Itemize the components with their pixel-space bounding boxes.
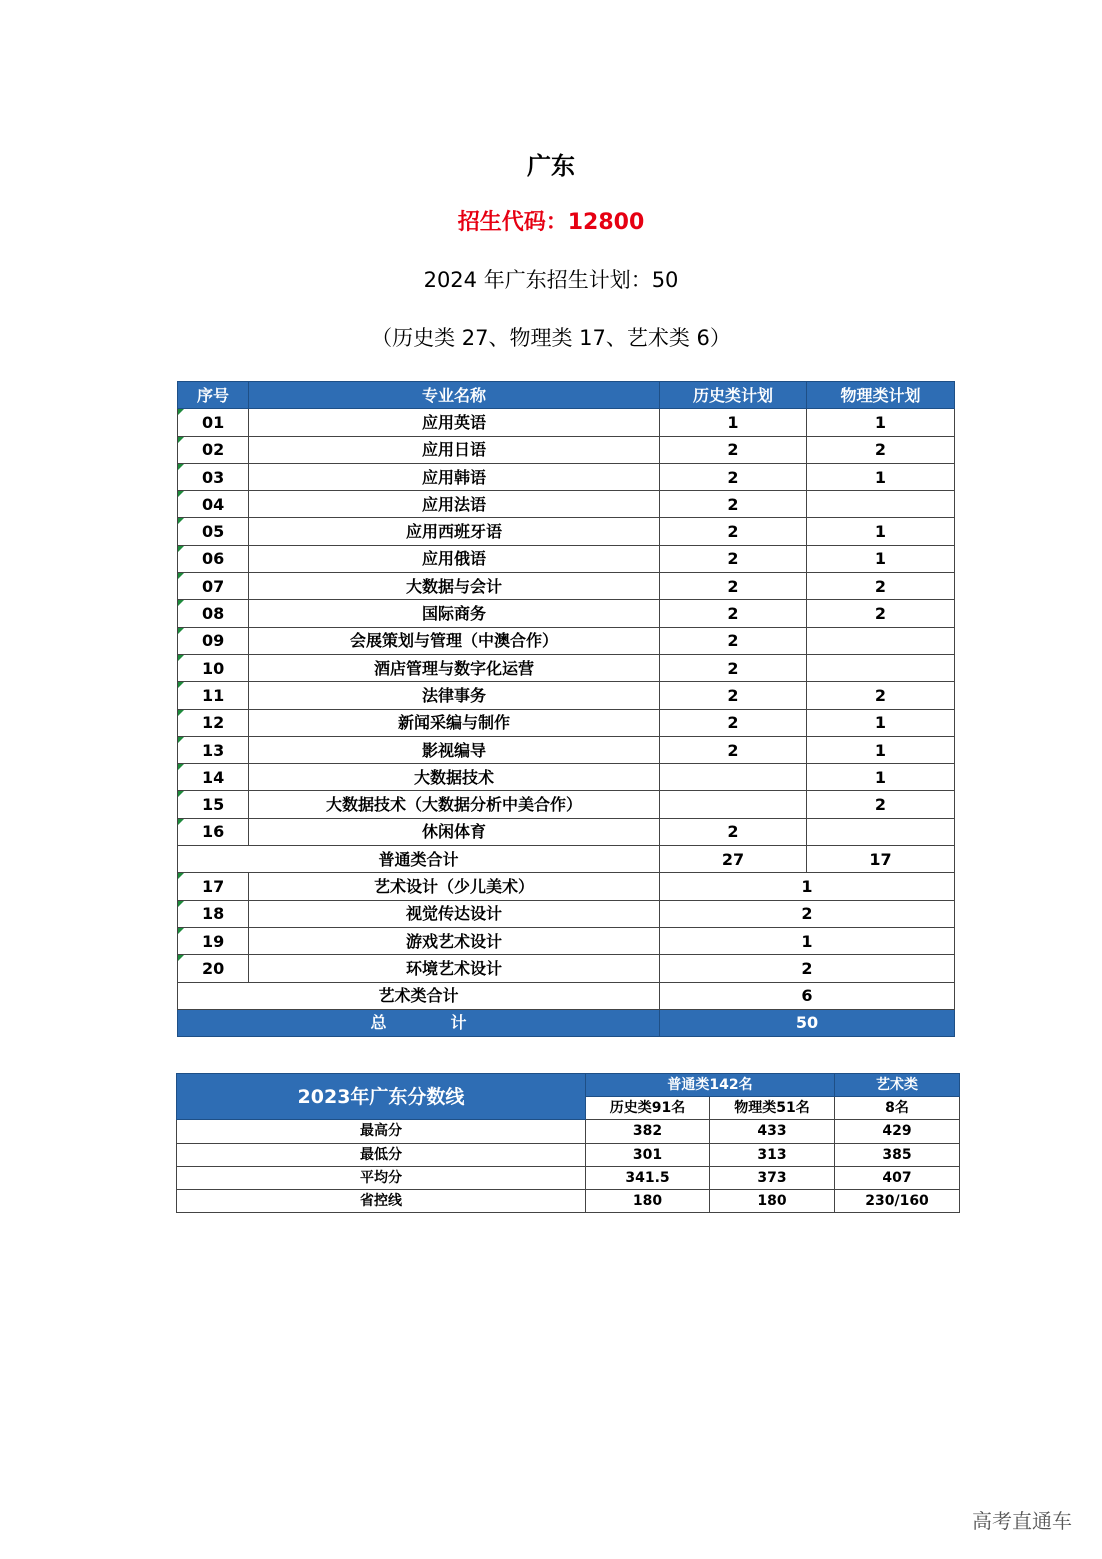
row-history-plan: 1 (660, 409, 807, 436)
table-row (178, 736, 955, 763)
row-history-plan: 2 (660, 818, 807, 845)
watermark: 高考直通车 (972, 1509, 1072, 1533)
score-art: 230/160 (835, 1189, 960, 1212)
row-major-name: 环境艺术设计 (249, 955, 660, 982)
row-seq: 09 (178, 627, 249, 654)
row-history-plan: 2 (660, 736, 807, 763)
row-art-plan: 1 (660, 873, 955, 900)
row-history-plan: 2 (660, 463, 807, 490)
row-seq: 04 (178, 491, 249, 518)
table-row (178, 627, 955, 654)
score-art: 407 (835, 1166, 960, 1189)
header-seq: 序号 (178, 382, 249, 409)
row-seq: 20 (178, 955, 249, 982)
sub-header-physics: 物理类51名 (710, 1097, 835, 1120)
plan-line: 2024 年广东招生计划：50 (423, 268, 679, 292)
table-row (178, 818, 955, 845)
row-seq: 06 (178, 545, 249, 572)
score-physics: 373 (710, 1166, 835, 1189)
row-major-name: 应用西班牙语 (249, 518, 660, 545)
row-seq: 07 (178, 573, 249, 600)
row-history-plan: 2 (660, 709, 807, 736)
row-physics-plan: 1 (807, 764, 955, 791)
row-major-name: 国际商务 (249, 600, 660, 627)
table-row (178, 436, 955, 463)
table-row (178, 600, 955, 627)
table-row (178, 409, 955, 436)
score-table-title: 2023年广东分数线 (177, 1074, 586, 1120)
row-major-name: 应用俄语 (249, 545, 660, 572)
row-major-name: 应用日语 (249, 436, 660, 463)
score-history: 341.5 (586, 1166, 710, 1189)
row-physics-plan (807, 654, 955, 681)
score-label: 省控线 (177, 1189, 586, 1212)
row-seq: 15 (178, 791, 249, 818)
row-seq: 18 (178, 900, 249, 927)
score-history: 301 (586, 1143, 710, 1166)
row-physics-plan: 2 (807, 791, 955, 818)
row-seq: 03 (178, 463, 249, 490)
row-physics-plan: 1 (807, 736, 955, 763)
row-seq: 14 (178, 764, 249, 791)
row-seq: 02 (178, 436, 249, 463)
row-seq: 08 (178, 600, 249, 627)
table-row (178, 955, 955, 982)
row-major-name: 应用英语 (249, 409, 660, 436)
row-major-name: 大数据技术（大数据分析中美合作） (249, 791, 660, 818)
row-physics-plan: 1 (807, 518, 955, 545)
row-history-plan: 2 (660, 682, 807, 709)
row-physics-plan: 1 (807, 545, 955, 572)
header-physics-plan: 物理类计划 (807, 382, 955, 409)
row-major-name: 新闻采编与制作 (249, 709, 660, 736)
row-seq: 12 (178, 709, 249, 736)
total-count: 50 (660, 1009, 955, 1036)
row-major-name: 应用法语 (249, 491, 660, 518)
total-row (178, 1009, 955, 1036)
row-art-plan: 2 (660, 955, 955, 982)
row-seq: 11 (178, 682, 249, 709)
table-row (178, 573, 955, 600)
row-seq: 13 (178, 736, 249, 763)
table-row (178, 518, 955, 545)
row-physics-plan: 1 (807, 409, 955, 436)
table-row (178, 463, 955, 490)
table-row (178, 491, 955, 518)
score-history: 382 (586, 1120, 710, 1143)
row-history-plan: 2 (660, 491, 807, 518)
general-subtotal-row (178, 846, 955, 873)
page-title: 广东 (527, 152, 575, 180)
art-header: 艺术类 (835, 1074, 960, 1097)
header-major: 专业名称 (249, 382, 660, 409)
row-physics-plan: 2 (807, 436, 955, 463)
table-row (178, 873, 955, 900)
general-header: 普通类142名 (586, 1074, 835, 1097)
row-history-plan: 2 (660, 436, 807, 463)
art-subtotal-label: 艺术类合计 (178, 982, 660, 1009)
general-subtotal-physics: 17 (807, 846, 955, 873)
row-history-plan: 2 (660, 518, 807, 545)
table-row (178, 764, 955, 791)
score-physics: 433 (710, 1120, 835, 1143)
table-row (177, 1120, 960, 1143)
table-row (177, 1143, 960, 1166)
sub-header-art: 8名 (835, 1097, 960, 1120)
table-row (178, 927, 955, 954)
row-major-name: 应用韩语 (249, 463, 660, 490)
row-major-name: 大数据技术 (249, 764, 660, 791)
art-subtotal-row (178, 982, 955, 1009)
art-subtotal-count: 6 (660, 982, 955, 1009)
score-line-table (176, 1073, 960, 1213)
row-art-plan: 2 (660, 900, 955, 927)
row-seq: 10 (178, 654, 249, 681)
row-art-plan: 1 (660, 927, 955, 954)
sub-header-history: 历史类91名 (586, 1097, 710, 1120)
row-physics-plan: 1 (807, 463, 955, 490)
row-physics-plan (807, 818, 955, 845)
row-seq: 05 (178, 518, 249, 545)
row-physics-plan: 1 (807, 709, 955, 736)
row-major-name: 艺术设计（少儿美术） (249, 873, 660, 900)
admission-code: 招生代码：12800 (457, 210, 645, 235)
score-label: 平均分 (177, 1166, 586, 1189)
table-row (177, 1189, 960, 1212)
table-row (177, 1166, 960, 1189)
score-history: 180 (586, 1189, 710, 1212)
row-history-plan: 2 (660, 627, 807, 654)
table-row (178, 682, 955, 709)
row-major-name: 影视编导 (249, 736, 660, 763)
general-subtotal-history: 27 (660, 846, 807, 873)
table-row (178, 709, 955, 736)
total-label: 总 计 (178, 1009, 660, 1036)
score-label: 最低分 (177, 1143, 586, 1166)
row-major-name: 会展策划与管理（中澳合作） (249, 627, 660, 654)
enrollment-plan-table (177, 381, 955, 1037)
score-label: 最高分 (177, 1120, 586, 1143)
row-physics-plan: 2 (807, 682, 955, 709)
row-seq: 17 (178, 873, 249, 900)
row-history-plan (660, 791, 807, 818)
row-history-plan: 2 (660, 654, 807, 681)
score-art: 385 (835, 1143, 960, 1166)
header-history-plan: 历史类计划 (660, 382, 807, 409)
row-seq: 19 (178, 927, 249, 954)
row-physics-plan (807, 491, 955, 518)
row-physics-plan: 2 (807, 573, 955, 600)
row-seq: 01 (178, 409, 249, 436)
row-physics-plan (807, 627, 955, 654)
row-major-name: 法律事务 (249, 682, 660, 709)
row-major-name: 大数据与会计 (249, 573, 660, 600)
score-art: 429 (835, 1120, 960, 1143)
general-subtotal-label: 普通类合计 (178, 846, 660, 873)
plan-breakdown: （历史类 27、物理类 17、艺术类 6） (371, 326, 731, 350)
table-row (178, 545, 955, 572)
row-major-name: 酒店管理与数字化运营 (249, 654, 660, 681)
row-history-plan: 2 (660, 573, 807, 600)
table-row (178, 654, 955, 681)
score-physics: 313 (710, 1143, 835, 1166)
table-row (178, 791, 955, 818)
row-history-plan: 2 (660, 600, 807, 627)
row-physics-plan: 2 (807, 600, 955, 627)
row-history-plan: 2 (660, 545, 807, 572)
row-seq: 16 (178, 818, 249, 845)
row-major-name: 游戏艺术设计 (249, 927, 660, 954)
row-major-name: 休闲体育 (249, 818, 660, 845)
row-major-name: 视觉传达设计 (249, 900, 660, 927)
row-history-plan (660, 764, 807, 791)
table-row (178, 900, 955, 927)
score-physics: 180 (710, 1189, 835, 1212)
plan-table-header (178, 382, 955, 409)
